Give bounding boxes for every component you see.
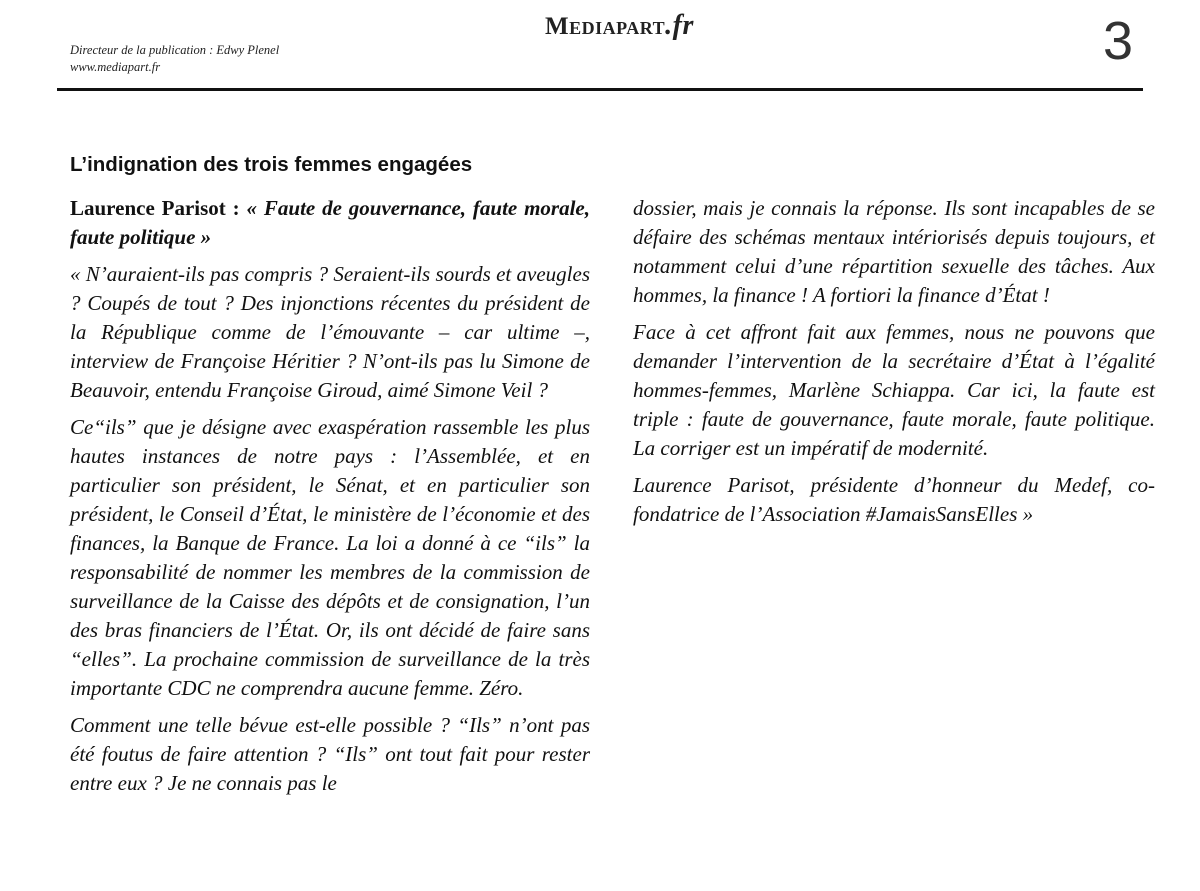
article-heading: L’indignation des trois femmes engagées (70, 153, 473, 176)
paragraph: Ce“ils” que je désigne avec exaspération rassemble les plus hautes instances de notre pays : l’Assemblée, et en particulier son président, le Sénat, et en particulier son président, le Conseil d’État, le ministère de l’économie et des finances, la Banque de France. La loi a donné à ce “ils” la responsabilité de nommer les membres de la commission de surveillance de la Caisse des dépôts et de consignation, l’un des bras financiers de l’État. Or, ils ont décidé de faire sans “elles”. La prochaine commission de surveillance de la très importante CDC ne comprendra aucune femme. Zéro. (70, 415, 590, 700)
mediapart-logo (545, 10, 694, 42)
byline-name: Laurence Parisot (70, 196, 226, 220)
text-column-left (70, 194, 590, 806)
logo-ext: .fr (665, 10, 694, 41)
signature-paragraph: Laurence Parisot, présidente d’honneur du Medef, co-fondatrice de l’Association #JamaisSansElles » (633, 473, 1155, 526)
logo-main: Mediapart (545, 13, 666, 40)
website-line: www.mediapart.fr (70, 60, 161, 74)
byline-quote: « Faute de gouvernance, faute morale, faute politique » (70, 196, 591, 249)
paragraph: dossier, mais je connais la réponse. Ils sont incapables de se défaire des schémas mentaux intériorisés depuis toujours, et notamment celui d’une répartition sexuelle des tâches. Aux hommes, la finance ! A fortiori la finance d’État ! (633, 196, 1155, 307)
publication-info (70, 42, 279, 76)
director-line: Directeur de la publication : Edwy Plenel (70, 43, 280, 57)
byline-separator: : (225, 196, 247, 220)
header-divider (57, 88, 1143, 91)
page-number: 3 (1103, 11, 1134, 71)
text-column-right (633, 194, 1155, 537)
paragraph: Face à cet affront fait aux femmes, nous ne pouvons que demander l’intervention de la secrétaire d’État à l’égalité hommes-femmes, Marlène Schiappa. Car ici, la faute est triple : faute de gouvernance, faute morale, faute politique. La corriger est un impératif de modernité. (633, 320, 1155, 460)
paragraph: Comment une telle bévue est-elle possible ? “Ils” n’ont pas été foutus de faire attention ? “Ils” ont tout fait pour rester entre eux ? Je ne connais pas le (70, 713, 590, 795)
paragraph: « N’auraient-ils pas compris ? Seraient-ils sourds et aveugles ? Coupés de tout ? Des injonctions récentes du président de la République comme de l’émouvante – car ultime –, interview de Françoise Héritier ? N’ont-ils pas lu Simone de Beauvoir, entendu Françoise Giroud, aimé Simone Veil ? (70, 262, 590, 402)
byline (70, 194, 590, 252)
